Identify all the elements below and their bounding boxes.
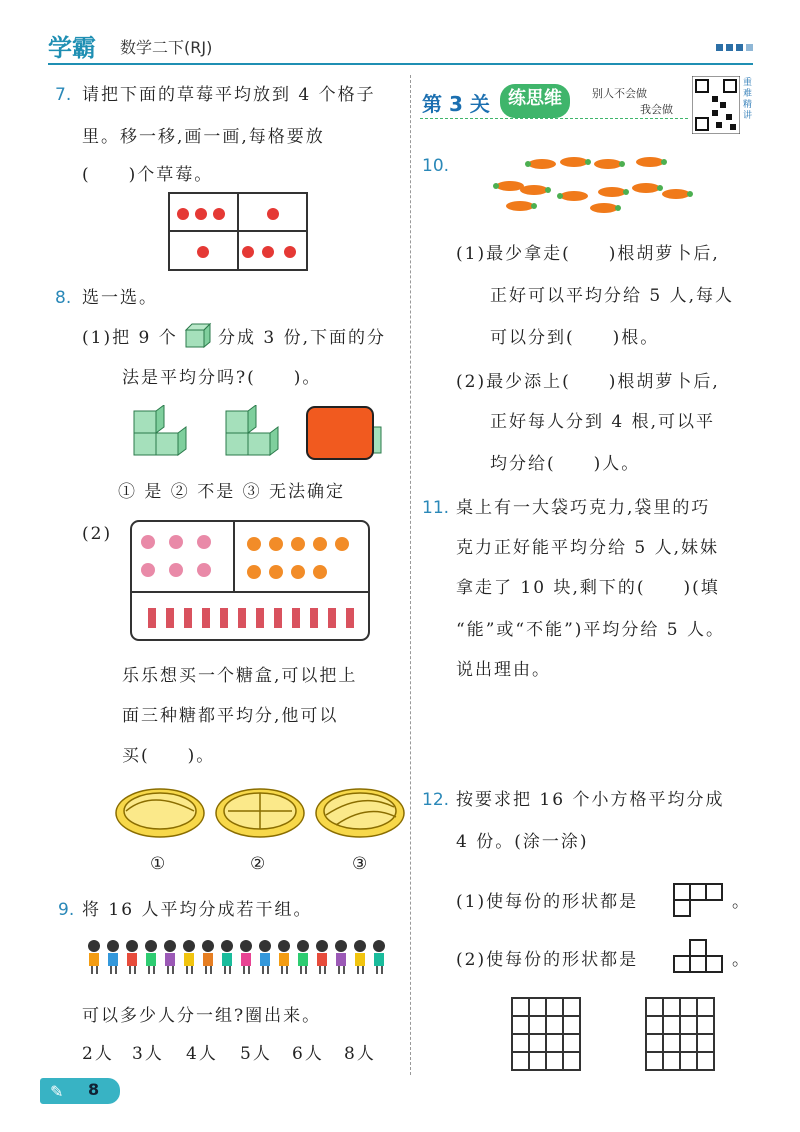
q12-line1: 按要求把 16 个小方格平均分成	[456, 790, 725, 810]
q8-p2-line2: 面三种糖都平均分,他可以	[122, 706, 339, 726]
q12-number: 12.	[422, 790, 450, 810]
banner-level: 第 3 关	[422, 92, 490, 116]
header-square	[726, 44, 733, 51]
q11-number: 11.	[422, 498, 450, 518]
q7-line3: ( )个草莓。	[82, 165, 214, 185]
cube-stack-1	[130, 405, 190, 461]
pencil-icon: ✎	[50, 1082, 64, 1101]
candy-box	[130, 520, 370, 642]
q9-number: 9.	[58, 900, 75, 920]
candy-boxes	[112, 785, 412, 851]
header-rule	[48, 63, 753, 65]
coloring-grid-1[interactable]	[511, 997, 581, 1071]
banner-line2: 我会做	[640, 103, 673, 116]
q8-p1-line1a: (1)把 9 个	[82, 328, 178, 348]
q12-p1: (1)使每份的形状都是	[456, 892, 639, 912]
q7-line2: 里。移一移,画一画,每格要放	[82, 127, 325, 147]
q8-number: 8.	[55, 288, 72, 308]
q12-p2: (2)使每份的形状都是	[456, 950, 639, 970]
q10-p1-line1: (1)最少拿走( )根胡萝卜后,	[456, 244, 720, 264]
banner-line1: 别人不会做	[592, 87, 647, 100]
q9-choice-6[interactable]: 8人	[344, 1044, 376, 1064]
q8-p1-line2: 法是平均分吗?( )。	[122, 368, 322, 388]
q11-line3: 拿走了 10 块,剩下的( )(填	[456, 578, 720, 598]
q11-line4: “能”或“不能”)平均分给 5 人。	[456, 620, 726, 640]
q8-p2-line3: 买( )。	[122, 746, 216, 766]
q12-p1-end: 。	[732, 892, 751, 912]
children-row	[86, 938, 396, 978]
page-number: 8	[88, 1080, 100, 1099]
banner-rule	[420, 118, 688, 119]
q10-p2-line1: (2)最少添上( )根胡萝卜后,	[456, 372, 720, 392]
header-square	[716, 44, 723, 51]
q9-choice-4[interactable]: 5人	[240, 1044, 272, 1064]
shape-l-icon	[672, 882, 728, 918]
q9-line2: 可以多少人分一组?圈出来。	[82, 1006, 322, 1026]
covered-cube-stack	[305, 405, 385, 461]
qr-caption: 重难精讲	[743, 78, 753, 121]
coloring-grid-2[interactable]	[645, 997, 715, 1071]
strawberry-grid	[168, 192, 308, 272]
q9-line1: 将 16 人平均分成若干组。	[82, 900, 313, 920]
q10-number: 10.	[422, 156, 450, 176]
q8-title: 选一选。	[82, 288, 158, 308]
q12-line2: 4 份。(涂一涂)	[456, 832, 589, 852]
header-square	[736, 44, 743, 51]
carrots-illustration	[490, 152, 700, 218]
q11-line2: 克力正好能平均分给 5 人,妹妹	[456, 538, 720, 558]
book-title: 数学二下(RJ)	[120, 38, 213, 57]
q8-p2-line1: 乐乐想买一个糖盒,可以把上	[122, 666, 358, 686]
column-divider	[410, 75, 411, 1075]
qr-code-icon[interactable]	[692, 76, 740, 134]
brand-logo: 学霸	[48, 34, 96, 62]
q10-p1-line2: 正好可以平均分给 5 人,每人	[490, 286, 735, 306]
box-label-1: ①	[150, 854, 168, 874]
q9-choice-1[interactable]: 2人	[82, 1044, 114, 1064]
q10-p2-line2: 正好每人分到 4 根,可以平	[490, 412, 716, 432]
q7-line1: 请把下面的草莓平均放到 4 个格子	[82, 85, 376, 105]
q11-line5: 说出理由。	[456, 660, 551, 680]
cube-icon	[184, 322, 212, 348]
header-square	[746, 44, 753, 51]
q8-p1-line1b: 分成 3 份,下面的分	[218, 328, 387, 348]
q9-choice-5[interactable]: 6人	[292, 1044, 324, 1064]
shape-t-icon	[672, 938, 728, 976]
box-label-3: ③	[352, 854, 370, 874]
cube-stack-2	[222, 405, 282, 461]
q8-options: ① 是 ② 不是 ③ 无法确定	[118, 482, 346, 502]
q8-p2-label: (2)	[82, 524, 113, 544]
q7-number: 7.	[55, 85, 72, 105]
box-label-2: ②	[250, 854, 268, 874]
q11-line1: 桌上有一大袋巧克力,袋里的巧	[456, 498, 711, 518]
q9-choice-2[interactable]: 3人	[132, 1044, 164, 1064]
q12-p2-end: 。	[732, 950, 751, 970]
q9-choice-3[interactable]: 4人	[186, 1044, 218, 1064]
q10-p1-line3: 可以分到( )根。	[490, 328, 660, 348]
banner-name: 练思维	[500, 84, 570, 118]
q10-p2-line3: 均分给( )人。	[490, 454, 641, 474]
